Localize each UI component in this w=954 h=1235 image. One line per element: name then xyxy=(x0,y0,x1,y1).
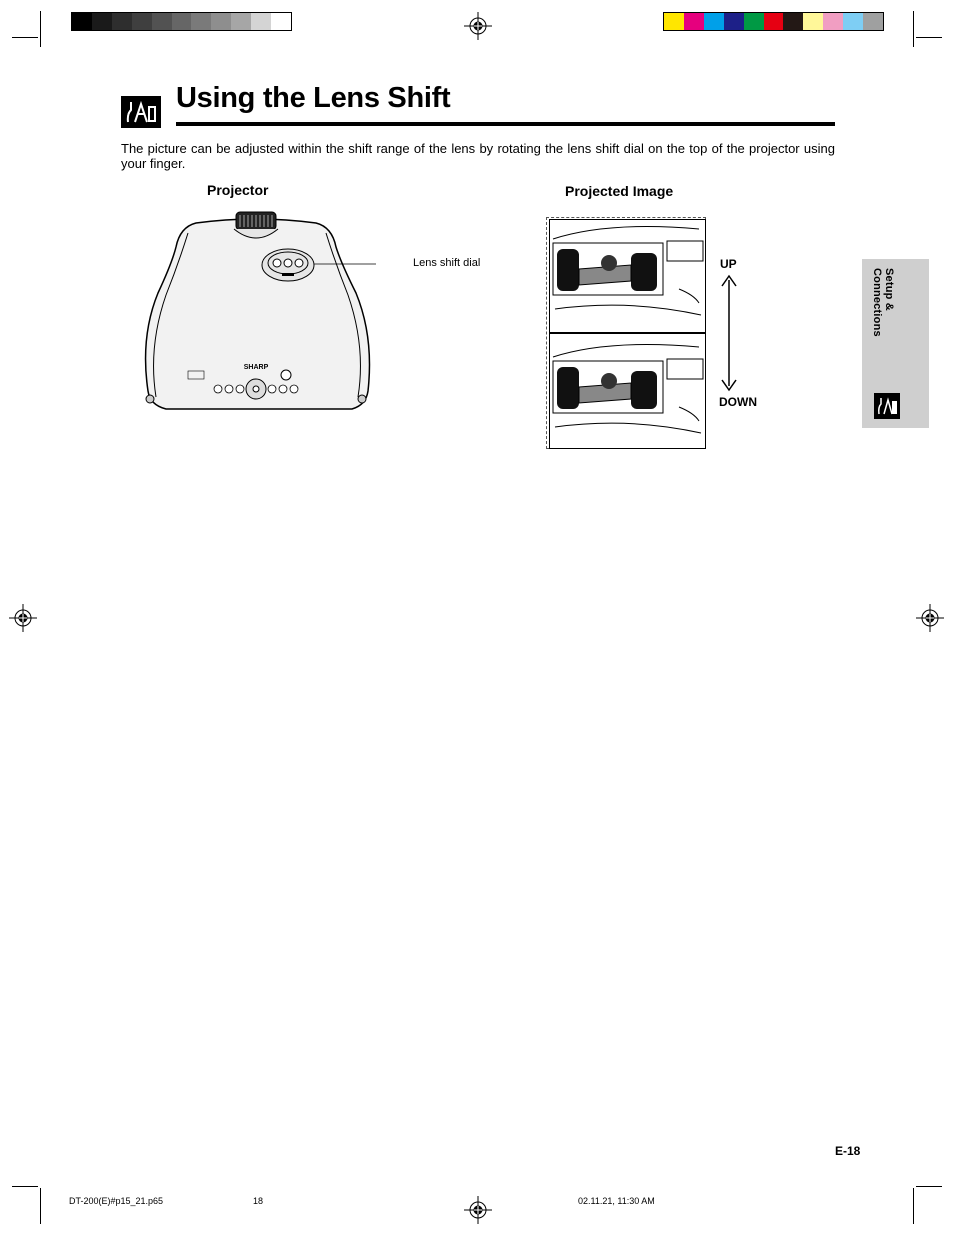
crop-mark xyxy=(913,11,914,47)
color-swatch xyxy=(684,13,704,30)
color-swatch xyxy=(823,13,843,30)
registration-target-icon xyxy=(9,604,37,632)
projector-illustration xyxy=(136,207,376,419)
up-down-arrow-icon xyxy=(719,274,739,392)
gray-swatch xyxy=(172,13,192,30)
projected-image-down xyxy=(549,333,706,449)
section-side-tab-label: Setup & Connections xyxy=(871,268,895,337)
color-swatch xyxy=(744,13,764,30)
footer-page: 18 xyxy=(253,1196,264,1206)
color-swatch xyxy=(724,13,744,30)
lens-shift-dial-label: Lens shift dial xyxy=(413,257,481,269)
projected-image-label: Projected Image xyxy=(565,183,674,199)
brand-logo-text: SHARP xyxy=(243,364,269,371)
gray-swatch xyxy=(191,13,211,30)
crop-mark xyxy=(12,1186,38,1187)
crop-mark xyxy=(12,37,38,38)
intro-paragraph: The picture can be adjusted within the shift range of the lens by rotating the lens shift dial on the top of the projector using your finger. xyxy=(121,141,835,171)
projected-image-up xyxy=(549,219,706,333)
footer-file: DT-200(E)#p15_21.p65 xyxy=(69,1196,164,1206)
color-calibration-strip xyxy=(663,12,884,31)
crop-mark xyxy=(913,1188,914,1224)
color-swatch xyxy=(783,13,803,30)
setup-connections-icon xyxy=(121,96,161,128)
gray-swatch xyxy=(112,13,132,30)
registration-target-icon xyxy=(916,604,944,632)
crop-mark xyxy=(40,1188,41,1224)
gray-swatch xyxy=(92,13,112,30)
setup-connections-icon xyxy=(874,393,900,419)
color-swatch xyxy=(704,13,724,30)
projector-label: Projector xyxy=(207,182,269,198)
up-label: UP xyxy=(720,257,737,271)
gray-swatch xyxy=(271,13,291,30)
color-swatch xyxy=(764,13,784,30)
down-label: DOWN xyxy=(719,395,757,409)
registration-target-icon xyxy=(464,1196,492,1224)
gray-swatch xyxy=(72,13,92,30)
color-swatch xyxy=(843,13,863,30)
color-swatch xyxy=(803,13,823,30)
title-underline xyxy=(176,122,835,126)
color-swatch xyxy=(664,13,684,30)
page-number: E-18 xyxy=(835,1144,861,1158)
page-title: Using the Lens Shift xyxy=(176,82,451,114)
registration-target-icon xyxy=(464,12,492,40)
gray-swatch xyxy=(251,13,271,30)
footer-timestamp: 02.11.21, 11:30 AM xyxy=(578,1196,655,1206)
gray-swatch xyxy=(152,13,172,30)
crop-mark xyxy=(916,1186,942,1187)
crop-mark xyxy=(40,11,41,47)
gray-swatch xyxy=(231,13,251,30)
color-swatch xyxy=(863,13,883,30)
gray-swatch xyxy=(132,13,152,30)
gray-swatch xyxy=(211,13,231,30)
grayscale-calibration-strip xyxy=(71,12,292,31)
crop-mark xyxy=(916,37,942,38)
